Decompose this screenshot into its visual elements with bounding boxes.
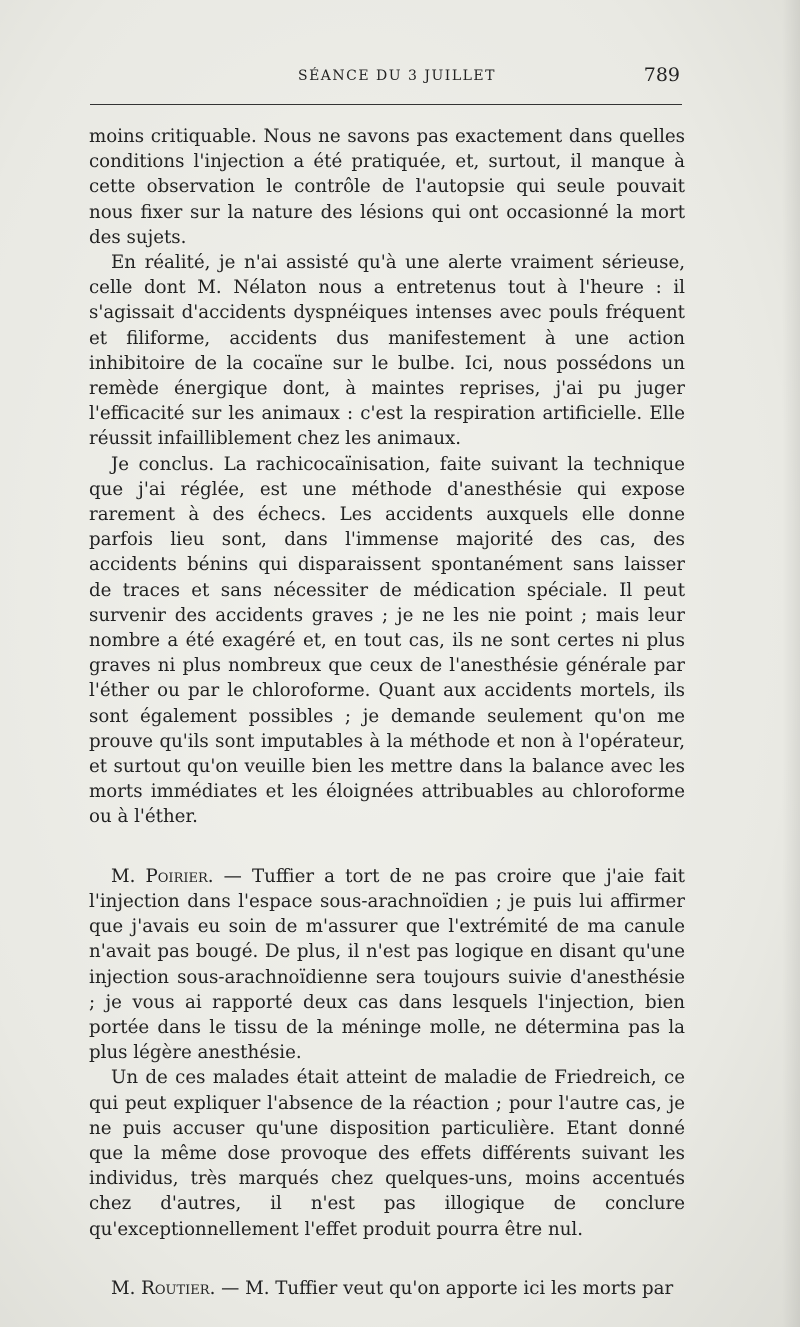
paragraph-routier: [89, 1276, 685, 1301]
paragraph-poirier: [89, 864, 685, 1066]
paragraph-conclusion: Je conclus. La rachicocaïnisation, faite suivant la technique que j'ai réglée, est une méthode d'anesthésie qui expose rarement à des échecs. Les accidents auxquels elle donne parfois lieu sont, dans l'immense majorité des cas, des accidents bénins qui disparaissent spontanément sans laisser de traces et sans nécessiter de médication spéciale. Il peut survenir des accidents graves ; je ne les nie point ; mais leur nombre a été exagéré et, en tout cas, ils ne sont certes ni plus graves ni plus nombreux que ceux de l'anesthésie générale par l'éther ou par le chloroforme. Quant aux accidents mortels, ils sont également possibles ; je demande seulement qu'on me prouve qu'ils sont imputables à la méthode et non à l'opérateur, et surtout qu'on veuille bien les mettre dans la balance avec les morts immédiates et les éloignées attribuables au chloroforme ou à l'éther.: [89, 453, 685, 828]
page-number: 789: [643, 64, 680, 86]
paragraph-continuation: moins critiquable. Nous ne savons pas exactement dans quelles conditions l'injection a été pratiquée, et, surtout, il manque à cette observation le contrôle de l'autopsie qui seule pouvait nous fixer sur la nature des lésions qui ont occasionné la mort des sujets.: [89, 126, 685, 248]
speech-text: — M. Tuffier veut qu'on apporte ici les morts par: [215, 1277, 674, 1299]
paragraph-nelaton-alert: En réalité, je n'ai assisté qu'à une alerte vraiment sérieuse, celle dont M. Nélaton nous a entretenus tout à l'heure : il s'agissait d'accidents dyspnéiques intenses avec pouls fréquent et filiforme, accidents dus manifestement à une action inhibitoire de la cocaïne sur le bulbe. Ici, nous possédons un remède énergique dont, à maintes reprises, j'ai pu juger l'efficacité sur les animaux : c'est la respiration artificielle. Elle réussit infailliblement chez les animaux.: [89, 252, 685, 450]
running-head: SÉANCE DU 3 JUILLET: [298, 68, 496, 84]
body-text: [89, 124, 685, 1301]
speaker-name: M. Poirier.: [111, 865, 214, 887]
speaker-name: M. Routier.: [111, 1277, 216, 1299]
header-rule: [90, 104, 682, 105]
page-header: [88, 62, 684, 92]
page-edge-shadow: [782, 0, 800, 1327]
paragraph-friedreich: Un de ces malades était atteint de maladie de Friedreich, ce qui peut expliquer l'absence de la réaction ; pour l'autre cas, je ne puis accuser qu'une disposition particulière. Etant donné que la même dose provoque des effets différents suivant les individus, très marqués chez quelques-uns, moins accentués chez d'autres, il n'est pas illogique de conclure qu'exceptionnellement l'effet produit pourra être nul.: [89, 1067, 685, 1240]
speech-text: — Tuffier a tort de ne pas croire que j'aie fait l'injection dans l'espace sous-arachnoïdien ; je puis lui affirmer que j'avais eu soin de m'assurer que l'extrémité de ma canule n'avait pas bougé. De plus, il n'est pas logique en disant qu'une injection sous-arachnoïdienne sera toujours suivie d'anesthésie ; je vous ai rapporté deux cas dans lesquels l'injection, bien portée dans le tissu de la méninge molle, ne détermina pas la plus légère anesthésie.: [89, 865, 685, 1064]
